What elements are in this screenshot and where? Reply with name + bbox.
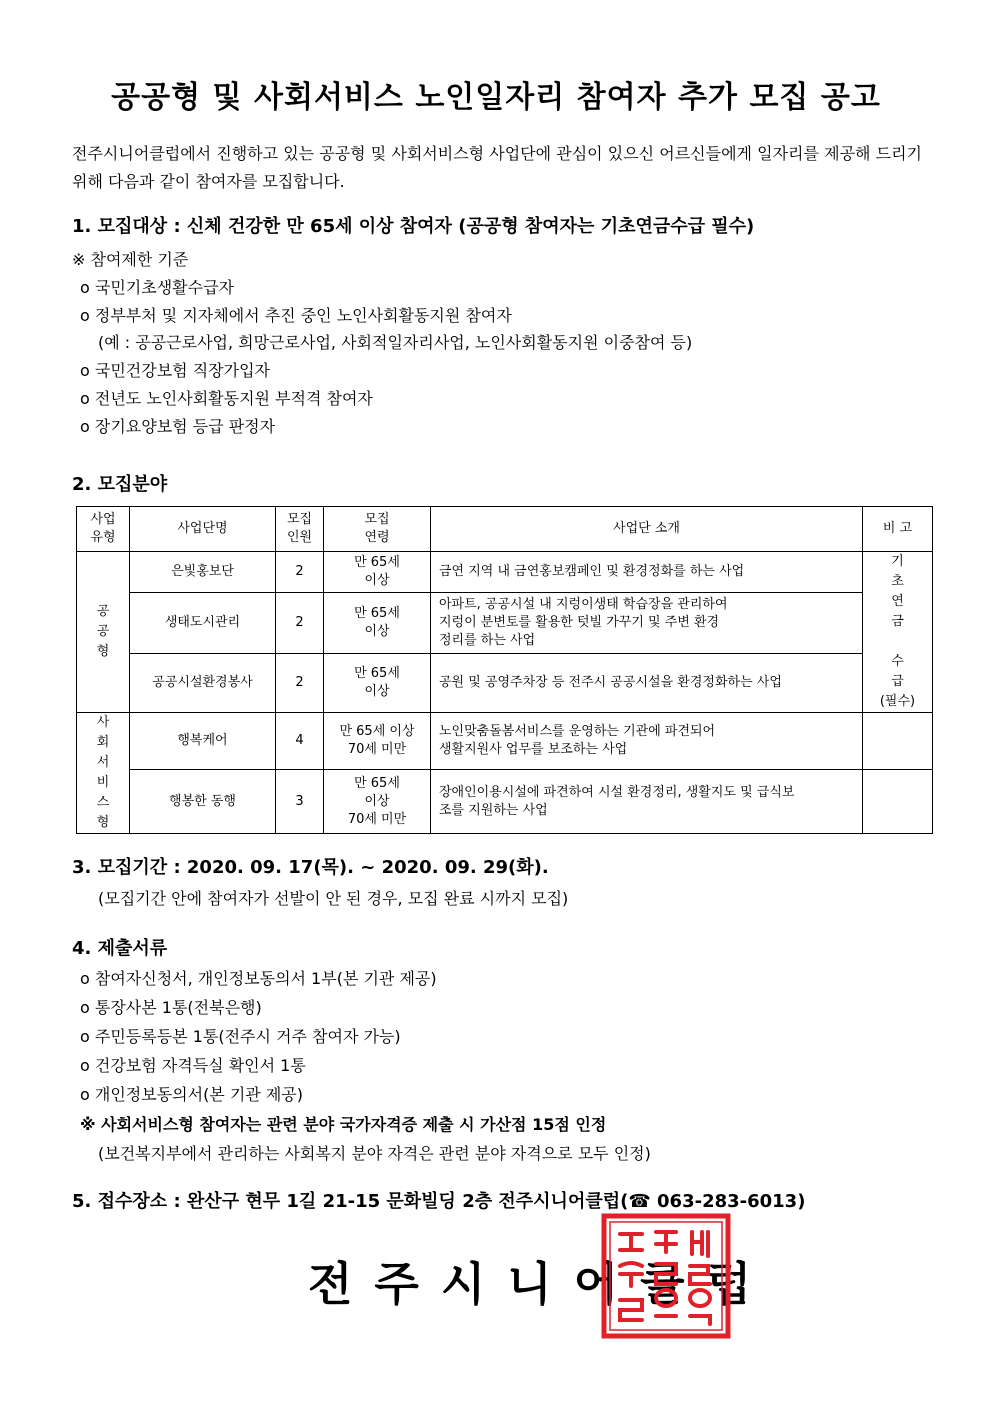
section4-item: o 개인정보동의서(본 기관 제공) (80, 1085, 304, 1104)
section1-item: o 장기요양보험 등급 판정자 (80, 417, 276, 436)
section4-bonus-note: (보건복지부에서 관리하는 사회복지 분야 자격은 관련 분야 자격으로 모두 인정) (98, 1144, 651, 1163)
section4-item: o 주민등록등본 1통(전주시 거주 참여자 가능) (80, 1027, 401, 1046)
section4-item: o 참여자신청서, 개인정보동의서 1부(본 기관 제공) (80, 969, 437, 988)
organization-name: 전주시니어클럽 (308, 1257, 774, 1311)
count-cell: 2 (276, 593, 324, 654)
section1-item-example: (예 : 공공근로사업, 희망근로사업, 사회적일자리사업, 노인사회활동지원 이중참여 등) (98, 333, 693, 352)
section1-item: o 국민건강보험 직장가입자 (80, 361, 270, 380)
intro-paragraph: 전주시니어클럽에서 진행하고 있는 공공형 및 사회서비스형 사업단에 관심이 있으신 어르신들에게 일자리를 제공해 드리기 위해 다음과 같이 참여자를 모집합니다. (72, 144, 922, 191)
header-cell: 비 고 (863, 507, 933, 552)
header-cell: 사업 유형 (77, 507, 130, 552)
recruitment-table (76, 506, 933, 834)
header-cell: 사업단 소개 (431, 507, 863, 552)
section1-item: o 국민기초생활수급자 (80, 278, 234, 297)
section5-heading: 5. 접수장소 : 완산구 현무 1길 21-15 문화빌딩 2층 전주시니어클럽(☎ 063-283-6013) (72, 1191, 806, 1212)
table-row (77, 770, 933, 834)
table-row (77, 653, 933, 712)
note-cell: 기 초 연 금 수 급 (필수) (863, 552, 933, 713)
section4-item: o 건강보험 자격득실 확인서 1통 (80, 1056, 306, 1075)
desc-cell: 노인맞춤돌봄서비스를 운영하는 기관에 파견되어 생활지원사 업무를 보조하는 사업 (431, 713, 863, 770)
section4-heading: 4. 제출서류 (72, 938, 168, 959)
page-title: 공공형 및 사회서비스 노인일자리 참여자 추가 모집 공고 (111, 80, 881, 115)
type-cell: 사 회 서 비 스 형 (77, 713, 130, 834)
name-cell: 행복케어 (130, 713, 276, 770)
note-cell-empty (863, 770, 933, 834)
header-cell: 사업단명 (130, 507, 276, 552)
type-cell: 공 공 형 (77, 552, 130, 713)
name-cell: 행봉한 동행 (130, 770, 276, 834)
age-cell: 만 65세 이상 70세 미만 (324, 713, 431, 770)
age-cell: 만 65세 이상 (324, 593, 431, 654)
name-cell: 공공시설환경봉사 (130, 653, 276, 712)
name-cell: 은빛홍보단 (130, 552, 276, 593)
desc-cell: 아파트, 공공시설 내 지렁이생태 학습장을 관리하여 지렁이 분변토를 활용한 텃빌 가꾸기 및 주변 환경 정리를 하는 사업 (431, 593, 863, 654)
section1-note: ※ 참여제한 기준 (72, 250, 189, 269)
age-cell: 만 65세 이상 (324, 552, 431, 593)
table-row (77, 713, 933, 770)
table-row (77, 552, 933, 593)
section3-heading: 3. 모집기간 : 2020. 09. 17(목). ~ 2020. 09. 29(화). (72, 857, 549, 878)
header-cell: 모집 인원 (276, 507, 324, 552)
section3-note: (모집기간 안에 참여자가 선발이 안 된 경우, 모집 완료 시까지 모집) (98, 889, 569, 908)
section4-bonus: ※ 사회서비스형 참여자는 관련 분야 국가자격증 제출 시 가산점 15점 인정 (80, 1115, 607, 1134)
table-row (77, 593, 933, 654)
section1-heading: 1. 모집대상 : 신체 건강한 만 65세 이상 참여자 (공공형 참여자는 기초연금수급 필수) (72, 216, 755, 237)
name-cell: 생태도시관리 (130, 593, 276, 654)
desc-cell: 공원 및 공영주차장 등 전주시 공공시설을 환경정화하는 사업 (431, 653, 863, 712)
organization-seal-stamp (600, 1212, 732, 1340)
age-cell: 만 65세 이상 (324, 653, 431, 712)
count-cell: 3 (276, 770, 324, 834)
count-cell: 2 (276, 653, 324, 712)
section4-item: o 통장사본 1통(전북은행) (80, 998, 262, 1017)
section1-item: o 정부부처 및 지자체에서 추진 중인 노인사회활동지원 참여자 (80, 306, 512, 325)
count-cell: 2 (276, 552, 324, 593)
desc-cell: 장애인이용시설에 파견하여 시설 환경정리, 생활지도 및 급식보 조를 지원하는 사업 (431, 770, 863, 834)
age-cell: 만 65세 이상 70세 미만 (324, 770, 431, 834)
count-cell: 4 (276, 713, 324, 770)
section1-item: o 전년도 노인사회활동지원 부적격 참여자 (80, 389, 373, 408)
note-cell (863, 713, 933, 770)
table-header-row (77, 507, 933, 552)
desc-cell: 금연 지역 내 금연홍보캠페인 및 환경정화를 하는 사업 (431, 552, 863, 593)
header-cell: 모집 연령 (324, 507, 431, 552)
section2-heading: 2. 모집분야 (72, 474, 168, 495)
